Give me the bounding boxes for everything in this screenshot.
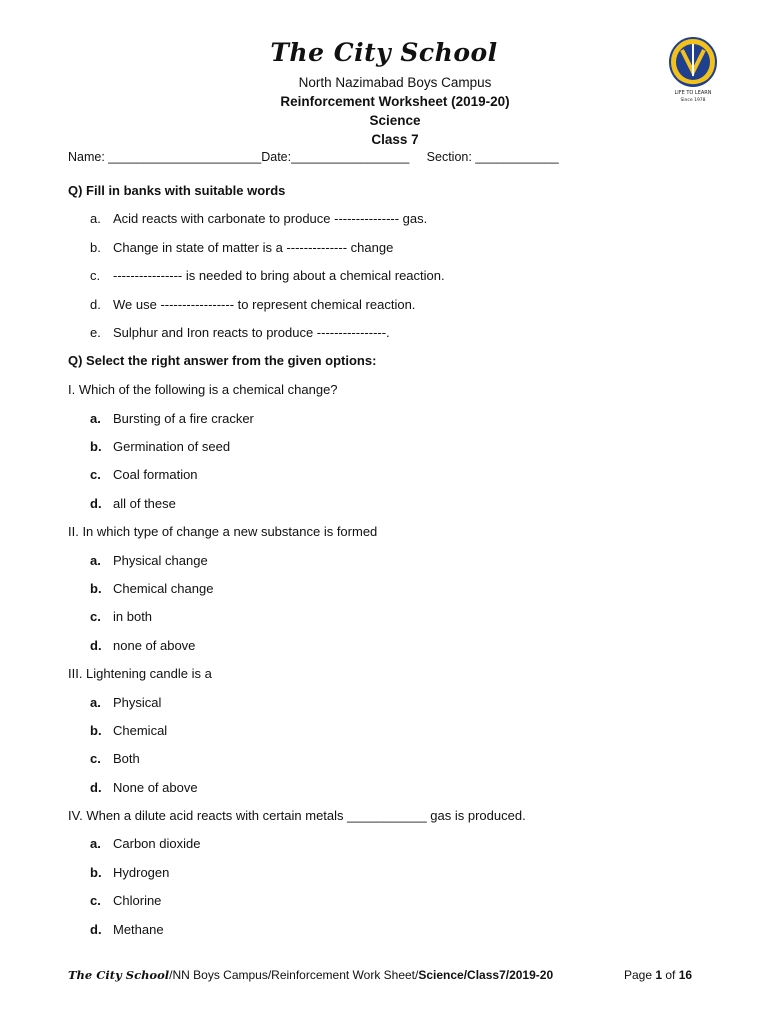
list-item (90, 268, 445, 283)
option-text: Chemical change (113, 581, 214, 596)
school-logo-icon (668, 36, 718, 106)
list-item (90, 211, 427, 226)
option-item (90, 723, 167, 738)
item-text: We use ----------------- to represent chemical reaction. (113, 297, 416, 312)
option-item (90, 695, 161, 710)
list-item (90, 297, 415, 312)
footer-school-name: The City School (68, 968, 170, 982)
option-marker: b. (90, 439, 102, 454)
option-marker: d. (90, 922, 102, 937)
option-text: Bursting of a fire cracker (113, 411, 254, 426)
logo-text: LIFE TO LEARN (674, 90, 712, 96)
option-marker: a. (90, 695, 101, 710)
option-item (90, 638, 195, 653)
item-text: Change in state of matter is a -------------- change (113, 240, 394, 255)
option-text: Physical change (113, 553, 208, 568)
option-marker: b. (90, 865, 102, 880)
option-marker: a. (90, 411, 101, 426)
list-item (90, 325, 390, 340)
footer-path: /NN Boys Campus/Reinforcement Work Sheet/ (169, 968, 419, 982)
school-name: The City School (270, 38, 498, 67)
item-text: Sulphur and Iron reacts to produce ----------------. (113, 325, 390, 340)
option-item (90, 751, 140, 766)
option-marker: c. (90, 893, 101, 908)
question-text: IV. When a dilute acid reacts with certain metals ___________ gas is produced. (68, 808, 526, 823)
section-mcq-heading: Q) Select the right answer from the given options: (68, 353, 377, 368)
option-text: None of above (113, 780, 198, 795)
logo-since: Since 1978 (680, 98, 706, 103)
option-item (90, 836, 200, 851)
option-text: none of above (113, 638, 196, 653)
option-text: Both (113, 751, 140, 766)
option-text: in both (113, 609, 153, 624)
page-number: 1 (655, 968, 663, 982)
option-marker: b. (90, 581, 102, 596)
campus-name: North Nazimabad Boys Campus (298, 75, 492, 90)
option-text: Chemical (113, 723, 168, 738)
option-item (90, 922, 164, 937)
option-item (90, 780, 198, 795)
option-item (90, 865, 169, 880)
of-label: of (662, 968, 679, 982)
option-marker: d. (90, 496, 102, 511)
option-item (90, 496, 176, 511)
page-footer (68, 968, 708, 982)
student-info-line[interactable]: Name: ______________________Date:_________________ Section: ____________ (68, 150, 559, 164)
list-item (90, 240, 393, 255)
option-text: Germination of seed (113, 439, 231, 454)
question-text: III. Lightening candle is a (68, 666, 212, 681)
section-fill-blanks-heading: Q) Fill in banks with suitable words (68, 183, 286, 198)
option-marker: a. (90, 553, 101, 568)
item-marker: d. (90, 297, 101, 312)
option-text: Carbon dioxide (113, 836, 201, 851)
option-item (90, 439, 230, 454)
item-text: ---------------- is needed to bring about a chemical reaction. (113, 268, 445, 283)
option-item (90, 467, 198, 482)
option-text: Methane (113, 922, 164, 937)
class-title: Class 7 (371, 132, 419, 147)
option-text: Hydrogen (113, 865, 170, 880)
page-total: 16 (678, 968, 693, 982)
page-number-info (624, 968, 692, 982)
question-text: II. In which type of change a new substance is formed (68, 524, 378, 539)
item-marker: e. (90, 325, 101, 340)
option-marker: a. (90, 836, 101, 851)
option-text: Chlorine (113, 893, 162, 908)
option-marker: c. (90, 751, 101, 766)
worksheet-title: Reinforcement Worksheet (2019-20) (280, 94, 510, 109)
item-marker: a. (90, 211, 101, 226)
item-marker: c. (90, 268, 101, 283)
option-marker: c. (90, 609, 101, 624)
option-marker: d. (90, 638, 102, 653)
option-text: Physical (113, 695, 162, 710)
option-item (90, 581, 213, 596)
option-marker: c. (90, 467, 101, 482)
subject-title: Science (369, 113, 421, 128)
option-marker: d. (90, 780, 102, 795)
option-item (90, 609, 152, 624)
page-label: Page (624, 968, 656, 982)
footer-path-bold: Science/Class7/2019-20 (418, 968, 554, 982)
option-text: all of these (113, 496, 176, 511)
option-item (90, 411, 254, 426)
item-marker: b. (90, 240, 101, 255)
item-text: Acid reacts with carbonate to produce --------------- gas. (113, 211, 428, 226)
option-marker: b. (90, 723, 102, 738)
question-text: I. Which of the following is a chemical change? (68, 382, 338, 397)
option-item (90, 553, 208, 568)
option-text: Coal formation (113, 467, 198, 482)
option-item (90, 893, 161, 908)
